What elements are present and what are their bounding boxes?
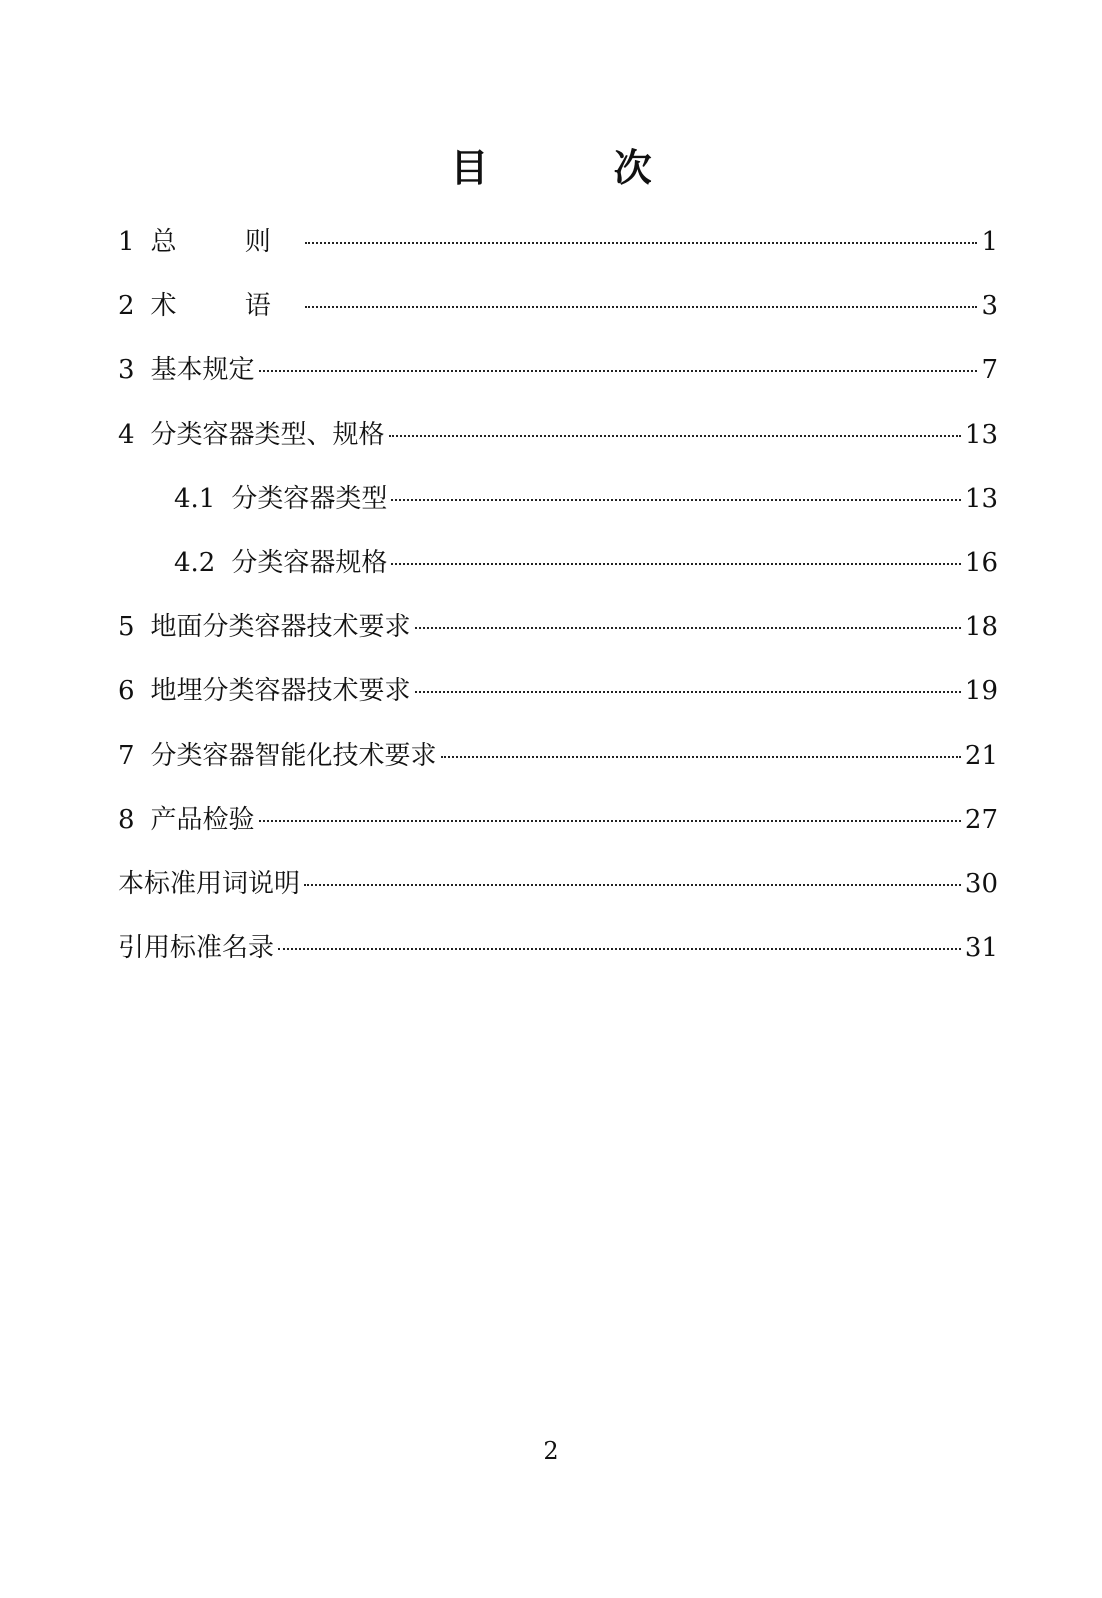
dot-leader: [415, 691, 961, 693]
dot-leader: [391, 499, 961, 501]
toc-entry-number: 4.2: [174, 547, 216, 578]
toc-entry-1[interactable]: [118, 218, 998, 282]
toc-entry-4[interactable]: [118, 411, 998, 475]
toc-entry-label: 术 语: [150, 291, 301, 322]
toc-entry-page: 18: [964, 612, 998, 643]
toc-entry-wording-explanation[interactable]: [118, 860, 998, 924]
toc-entry-label: 产品检验: [150, 804, 255, 835]
dot-leader: [259, 370, 978, 372]
toc-entry-label: 地面分类容器技术要求: [150, 612, 411, 643]
toc-entry-label: 分类容器智能化技术要求: [150, 740, 437, 771]
table-of-contents: [118, 218, 998, 988]
toc-entry-3[interactable]: [118, 346, 998, 410]
toc-entry-referenced-standards[interactable]: [118, 924, 998, 988]
dot-leader: [415, 627, 961, 629]
toc-entry-7[interactable]: [118, 732, 998, 796]
toc-entry-page: 13: [964, 419, 998, 450]
toc-entry-page: 1: [981, 227, 998, 257]
dot-leader: [305, 242, 978, 244]
toc-entry-number: 2: [118, 291, 135, 322]
toc-entry-number: 6: [118, 676, 135, 707]
toc-entry-label: 基本规定: [150, 355, 255, 386]
toc-entry-5[interactable]: [118, 603, 998, 667]
toc-entry-4-1[interactable]: [118, 475, 998, 539]
dot-leader: [259, 820, 961, 822]
toc-entry-page: 3: [981, 291, 998, 322]
toc-entry-page: 16: [964, 547, 998, 578]
dot-leader: [278, 948, 961, 950]
toc-entry-label: 分类容器类型、规格: [150, 419, 385, 450]
toc-entry-label: 分类容器规格: [231, 547, 388, 578]
page-number: 2: [543, 1437, 559, 1465]
toc-title: 目 次: [450, 145, 708, 190]
toc-entry-page: 19: [964, 676, 998, 707]
dot-leader: [391, 563, 961, 565]
toc-entry-number: 5: [118, 612, 135, 643]
toc-entry-label: 分类容器类型: [231, 483, 388, 514]
toc-entry-page: 13: [964, 483, 998, 514]
toc-entry-8[interactable]: [118, 796, 998, 860]
toc-entry-4-2[interactable]: [118, 539, 998, 603]
toc-entry-number: 4.1: [174, 483, 216, 514]
toc-entry-number: 1: [118, 227, 135, 257]
toc-entry-number: 7: [118, 740, 135, 771]
toc-entry-number: 4: [118, 419, 135, 450]
toc-entry-label: 本标准用词说明: [118, 868, 301, 899]
toc-entry-label: 引用标准名录: [118, 933, 275, 964]
toc-entry-page: 31: [964, 933, 998, 964]
toc-entry-6[interactable]: [118, 667, 998, 731]
toc-entry-label: 总 则: [150, 227, 301, 257]
dot-leader: [389, 435, 961, 437]
toc-entry-label: 地埋分类容器技术要求: [150, 676, 411, 707]
dot-leader: [304, 884, 961, 886]
toc-entry-page: 27: [964, 804, 998, 835]
toc-entry-page: 21: [964, 740, 998, 771]
dot-leader: [305, 306, 978, 308]
toc-entry-page: 7: [981, 355, 998, 386]
toc-entry-page: 30: [964, 868, 998, 899]
dot-leader: [441, 756, 961, 758]
toc-entry-number: 8: [118, 804, 135, 835]
toc-entry-number: 3: [118, 355, 135, 386]
toc-entry-2[interactable]: [118, 282, 998, 346]
